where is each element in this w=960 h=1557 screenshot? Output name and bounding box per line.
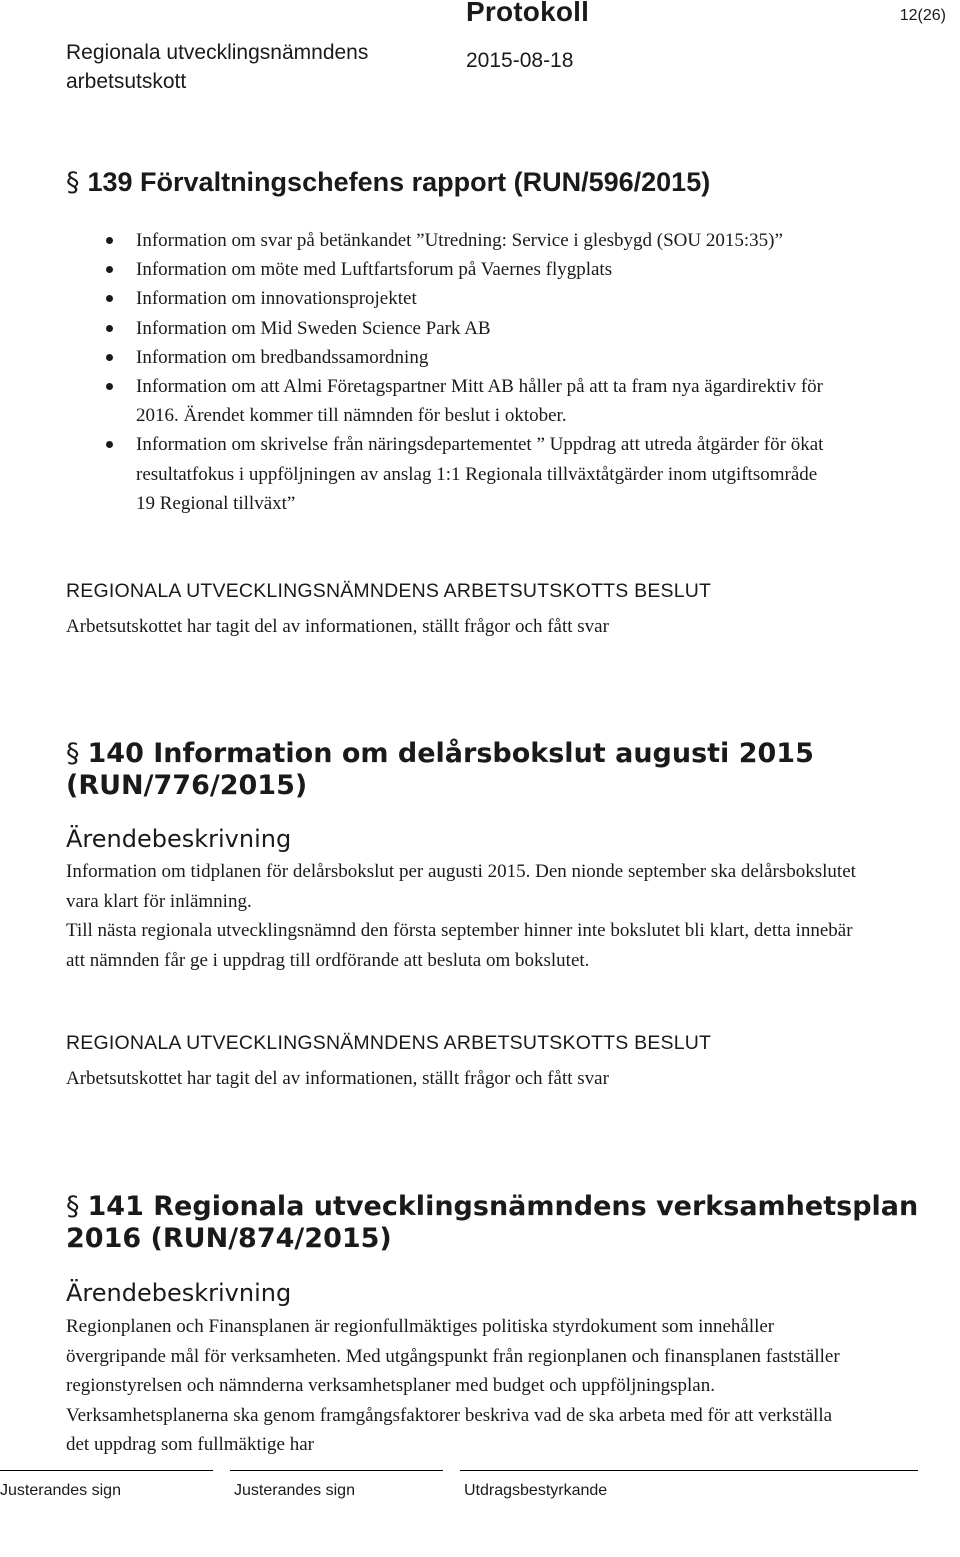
section-heading-line-1 <box>66 1191 918 1223</box>
decision-heading: REGIONALA UTVECKLINGSNÄMNDENS ARBETSUTSKOTTS BESLUT <box>66 580 712 602</box>
signature-line <box>230 1470 443 1471</box>
page-number: 12(26) <box>899 7 946 24</box>
document-date: 2015-08-18 <box>466 49 574 72</box>
list-item <box>0 372 826 430</box>
signature-label: Justerandes sign <box>234 1482 355 1499</box>
bullet-icon <box>106 237 113 244</box>
bullet-icon <box>106 383 113 390</box>
paragraph: Information om tidplanen för delårsbokslut per augusti 2015. Den nionde september ska delårsbokslutet vara klart för inlämning. <box>66 861 856 912</box>
section-heading-text: 141 Regionala utvecklingsnämndens verksamhetsplan <box>87 1191 919 1222</box>
section-sign-icon: § <box>66 167 80 198</box>
list-item-text: Information om möte med Luftfartsforum på Vaernes flygplats <box>136 259 613 281</box>
list-item-text: Information om innovationsprojektet <box>136 288 417 310</box>
case-description-heading: Ärendebeskrivning <box>66 1279 292 1307</box>
decision-text: Arbetsutskottet har tagit del av informationen, ställt frågor och fått svar <box>66 1068 609 1089</box>
paragraph: Regionplanen och Finansplanen är regionfullmäktiges politiska styrdokument som innehåller övergripande mål för verksamheten. Med utgångspunkt från regionplanen och finansplanen fastställer regionstyrelsen och nämnderna verksamhetsplaner med budget och uppföljningsplan. Verksamhetsplanerna ska genom framgångsfaktorer beskriva vad de ska arbeta med för att verkställa det uppdrag som fullmäktige har <box>66 1316 840 1456</box>
list-item <box>0 430 826 518</box>
list-item-text: Information om skrivelse från näringsdepartementet ” Uppdrag att utreda åtgärder för ökat resultatfokus i uppföljningen av anslag 1:1 Regionala tillväxtåtgärder inom utgiftsområde 19 Regional tillväxt” <box>136 434 824 514</box>
paragraph: Till nästa regionala utvecklingsnämnd den första september hinner inte bokslutet bli klart, detta innebär att nämnden får ge i uppdrag till ordförande att besluta om bokslutet. <box>66 920 853 971</box>
bullet-icon <box>106 354 113 361</box>
section-heading-line-2: 2016 (RUN/874/2015) <box>66 1223 392 1254</box>
signature-label: Justerandes sign <box>0 1482 121 1499</box>
section-sign-icon: § <box>66 1191 80 1222</box>
decision-text: Arbetsutskottet har tagit del av informationen, ställt frågor och fått svar <box>66 616 609 637</box>
section-heading-text: 140 Information om delårsbokslut augusti 2015 <box>87 738 814 769</box>
section-heading-line-1 <box>66 738 814 770</box>
section-heading-line-2: (RUN/776/2015) <box>66 770 308 801</box>
certification-label: Utdragsbestyrkande <box>464 1482 608 1499</box>
list-item-text: Information om svar på betänkandet ”Utredning: Service i glesbygd (SOU 2015:35)” <box>136 230 783 251</box>
section-heading-text: 139 Förvaltningschefens rapport (RUN/596/2015) <box>87 167 711 197</box>
list-item <box>0 314 826 343</box>
bullet-icon <box>106 325 113 332</box>
signature-line <box>0 1470 213 1471</box>
list-item <box>0 284 826 313</box>
case-description-heading: Ärendebeskrivning <box>66 825 292 853</box>
bullet-icon <box>106 441 113 448</box>
section-sign-icon: § <box>66 738 80 769</box>
decision-heading: REGIONALA UTVECKLINGSNÄMNDENS ARBETSUTSKOTTS BESLUT <box>66 1032 712 1054</box>
list-item <box>0 343 826 372</box>
list-item-text: Information om att Almi Företagspartner Mitt AB håller på att ta fram nya ägardirektiv för 2016. Ärendet kommer till nämnden för beslut i oktober. <box>136 376 823 427</box>
section-141-heading <box>66 1191 918 1255</box>
list-item-text: Information om bredbandssamordning <box>136 346 429 368</box>
section-140-heading <box>66 738 814 802</box>
list-item-text: Information om Mid Sweden Science Park AB <box>136 317 491 339</box>
section-139-heading <box>66 166 710 199</box>
bullet-icon <box>106 295 113 302</box>
report-item-list <box>0 226 960 518</box>
list-item <box>0 226 826 255</box>
list-item <box>0 255 826 284</box>
signature-line <box>460 1470 918 1471</box>
document-title: Protokoll <box>466 0 590 27</box>
bullet-icon <box>106 266 113 273</box>
organization-name: Regionala utvecklingsnämndens arbetsutskott <box>66 41 369 93</box>
